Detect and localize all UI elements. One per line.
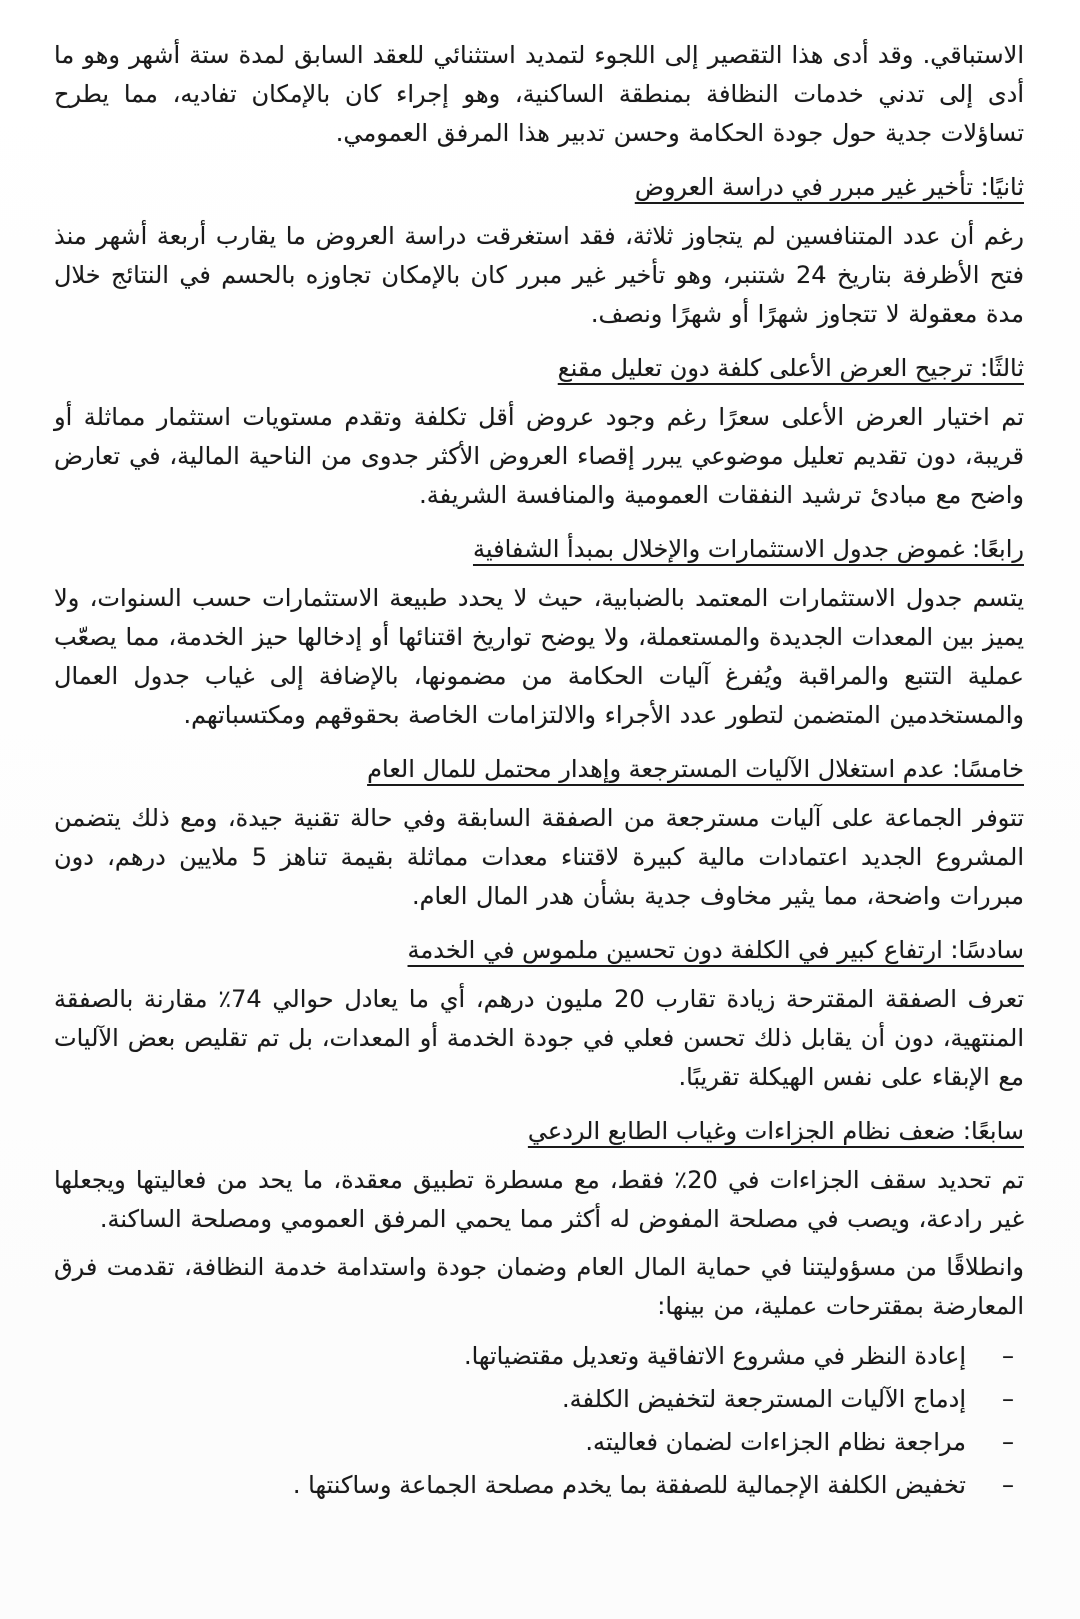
- proposals-list: [54, 1335, 1024, 1507]
- section-paragraph: رغم أن عدد المتنافسين لم يتجاوز ثلاثة، فقد استغرقت دراسة العروض ما يقارب أربعة أشهر منذ فتح الأظرفة بتاريخ 24 شتنبر، وهو تأخير غير مبرر كان بالإمكان تجاوزه بالحسم في النتائج خلال مدة معقولة لا تتجاوز شهرًا أو شهرًا ونصف.: [54, 222, 1024, 328]
- section-weak-penalties: [54, 1112, 1024, 1239]
- proposal-text: إدماج الآليات المسترجعة لتخفيض الكلفة.: [561, 1385, 966, 1413]
- section-paragraph: تم تحديد سقف الجزاءات في 20٪ فقط، مع مسطرة تطبيق معقدة، ما يحد من فعاليتها ويجعلها غير رادعة، ويصب في مصلحة المفوض له أكثر مما يحمي المرفق العمومي ومصلحة الساكنة.: [54, 1166, 1024, 1233]
- section-highest-offer-chosen: [54, 349, 1024, 515]
- dash-bullet-icon: –: [1002, 1342, 1014, 1370]
- list-item: [54, 1421, 1014, 1464]
- dash-bullet-icon: –: [1002, 1471, 1014, 1499]
- proposal-text: تخفيض الكلفة الإجمالية للصفقة بما يخدم مصلحة الجماعة وساكنتها .: [292, 1471, 966, 1499]
- list-item: [54, 1464, 1014, 1507]
- section-investment-schedule-ambiguity: [54, 530, 1024, 735]
- list-item: [54, 1378, 1014, 1421]
- section-cost-increase: [54, 931, 1024, 1097]
- proposal-text: مراجعة نظام الجزاءات لضمان فعاليته.: [585, 1428, 966, 1456]
- proposal-text: إعادة النظر في مشروع الاتفاقية وتعديل مقتضياتها.: [463, 1342, 966, 1370]
- section-heading: ثالثًا: ترجيح العرض الأعلى كلفة دون تعليل مقنع: [557, 354, 1024, 382]
- section-unused-recovered-equipment: [54, 750, 1024, 916]
- closing-paragraph: وانطلاقًا من مسؤوليتنا في حماية المال العام وضمان جودة واستدامة خدمة النظافة، تقدمت فرق المعارضة بمقترحات عملية، من بينها:: [54, 1253, 1024, 1320]
- section-heading: رابعًا: غموض جدول الاستثمارات والإخلال بمبدأ الشفافية: [472, 535, 1024, 563]
- list-item: [54, 1335, 1014, 1378]
- dash-bullet-icon: –: [1002, 1385, 1014, 1413]
- section-paragraph: تتوفر الجماعة على آليات مسترجعة من الصفقة السابقة وفي حالة تقنية جيدة، ومع ذلك يتضمن المشروع الجديد اعتمادات مالية كبيرة لاقتناء معدات مماثلة بقيمة تناهز 5 ملايين درهم، دون مبررات واضحة، مما يثير مخاوف جدية بشأن هدر المال العام.: [54, 804, 1025, 910]
- section-delay-in-offers: [54, 168, 1024, 334]
- section-heading: خامسًا: عدم استغلال الآليات المسترجعة وإهدار محتمل للمال العام: [367, 755, 1024, 783]
- section-heading: سادسًا: ارتفاع كبير في الكلفة دون تحسين ملموس في الخدمة: [407, 936, 1024, 964]
- section-paragraph: تم اختيار العرض الأعلى سعرًا رغم وجود عروض أقل تكلفة وتقدم مستويات استثمار مماثلة أو قريبة، دون تقديم تعليل موضوعي يبرر إقصاء العروض الأكثر جدوى من الناحية المالية، في تعارض واضح مع مبادئ ترشيد النفقات العمومية والمنافسة الشريفة.: [54, 403, 1024, 509]
- dash-bullet-icon: –: [1002, 1428, 1014, 1456]
- section-heading: ثانيًا: تأخير غير مبرر في دراسة العروض: [634, 173, 1024, 201]
- section-paragraph: يتسم جدول الاستثمارات المعتمد بالضبابية، حيث لا يحدد طبيعة الاستثمارات حسب السنوات، ولا يميز بين المعدات الجديدة والمستعملة، ولا يوضح تواريخ اقتنائها أو إدخالها حيز الخدمة، مما يصعّب عملية التتبع والمراقبة ويُفرغ آليات الحكامة من مضمونها، بالإضافة إلى غياب جدول العمال والمستخدمين المتضمن لتطور عدد الأجراء والالتزامات الخاصة بحقوقهم ومكتسباتهم.: [54, 584, 1024, 729]
- section-paragraph: تعرف الصفقة المقترحة زيادة تقارب 20 مليون درهم، أي ما يعادل حوالي 74٪ مقارنة بالصفقة المنتهية، دون أن يقابل ذلك تحسن فعلي في جودة الخدمة أو المعدات، بل تم تقليص بعض الآليات مع الإبقاء على نفس الهيكلة تقريبًا.: [54, 985, 1025, 1091]
- section-heading: سابعًا: ضعف نظام الجزاءات وغياب الطابع الردعي: [527, 1117, 1024, 1145]
- opening-paragraph: الاستباقي. وقد أدى هذا التقصير إلى اللجوء لتمديد استثنائي للعقد السابق لمدة ستة أشهر وهو ما أدى إلى تدني خدمات النظافة بمنطقة الساكنية، وهو إجراء كان بالإمكان تفاديه، مما يطرح تساؤلات جدية حول جودة الحكامة وحسن تدبير هذا المرفق العمومي.: [54, 41, 1024, 147]
